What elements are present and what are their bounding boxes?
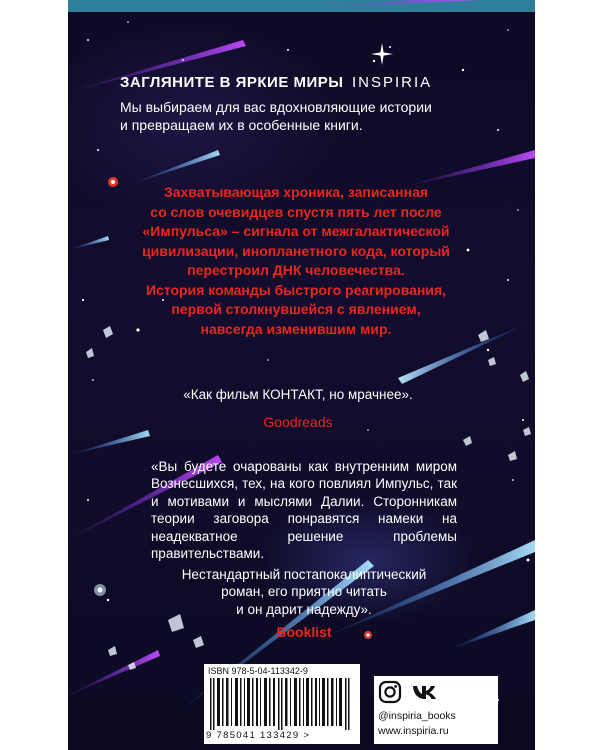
synopsis-line: цивилизации, инопланетного кода, который bbox=[142, 242, 450, 259]
publisher-brand: INSPIRIA bbox=[351, 74, 433, 91]
review-source-booklist: Booklist bbox=[276, 624, 332, 640]
isbn-number: ISBN 978-5-04-113342-9 bbox=[208, 666, 308, 676]
review-quote-goodreads: «Как фильм КОНТАКТ, но мрачнее». bbox=[183, 387, 413, 402]
quote-line: Нестандартный постапокалиптический bbox=[181, 567, 427, 582]
synopsis-line: первой столкнувшейся с явлением, bbox=[171, 301, 421, 317]
isbn-barcode bbox=[204, 664, 360, 744]
tagline-line: и превращаем их в особенные книги. bbox=[120, 117, 363, 133]
publisher-tagline bbox=[120, 98, 450, 134]
publisher-website[interactable]: www.inspiria.ru bbox=[378, 725, 449, 737]
synopsis-line: «Импульса» – сигнала от межгалактической bbox=[142, 223, 450, 239]
tagline-line: Мы выбираем для вас вдохновляющие истории bbox=[120, 99, 432, 115]
vk-icon[interactable] bbox=[412, 680, 438, 704]
book-synopsis bbox=[116, 183, 476, 339]
quote-line: и он дарит надежду». bbox=[236, 601, 372, 617]
social-links bbox=[374, 676, 498, 744]
book-back-cover bbox=[68, 0, 535, 750]
synopsis-line: История команды быстрого реагирования, bbox=[145, 281, 447, 298]
synopsis-line: навсегда изменившим мир. bbox=[200, 320, 392, 337]
barcode-digits: 9 785041 133429 > bbox=[206, 730, 311, 741]
synopsis-line: Захватывающая хроника, записанная bbox=[163, 184, 429, 200]
review-source-goodreads: Goodreads bbox=[263, 414, 333, 430]
review-quote-booklist-ending bbox=[151, 566, 457, 618]
review-quote-booklist: «Вы будете очарованы как внутренним миром Вознесшихся, тех, на кого повлиял Импульс, так и мотивами и мыслями Далии. Сторонникам теории заговора понравятся намеки на неадекватное решение проблемы правительствами. bbox=[151, 459, 457, 562]
series-title: ЗАГЛЯНИТЕ В ЯРКИЕ МИРЫ bbox=[120, 74, 344, 91]
social-icons bbox=[378, 680, 438, 704]
instagram-handle[interactable]: @inspiria_books bbox=[378, 710, 456, 722]
synopsis-line: перестроил ДНК человечества. bbox=[187, 262, 405, 278]
instagram-icon[interactable] bbox=[378, 680, 402, 704]
header bbox=[120, 74, 432, 92]
barcode-bars bbox=[208, 678, 356, 730]
synopsis-line: со слов очевидцев спустя пять лет после bbox=[150, 203, 442, 220]
quote-line: роман, его приятно читать bbox=[221, 584, 387, 600]
sparkle-icon bbox=[371, 43, 393, 65]
